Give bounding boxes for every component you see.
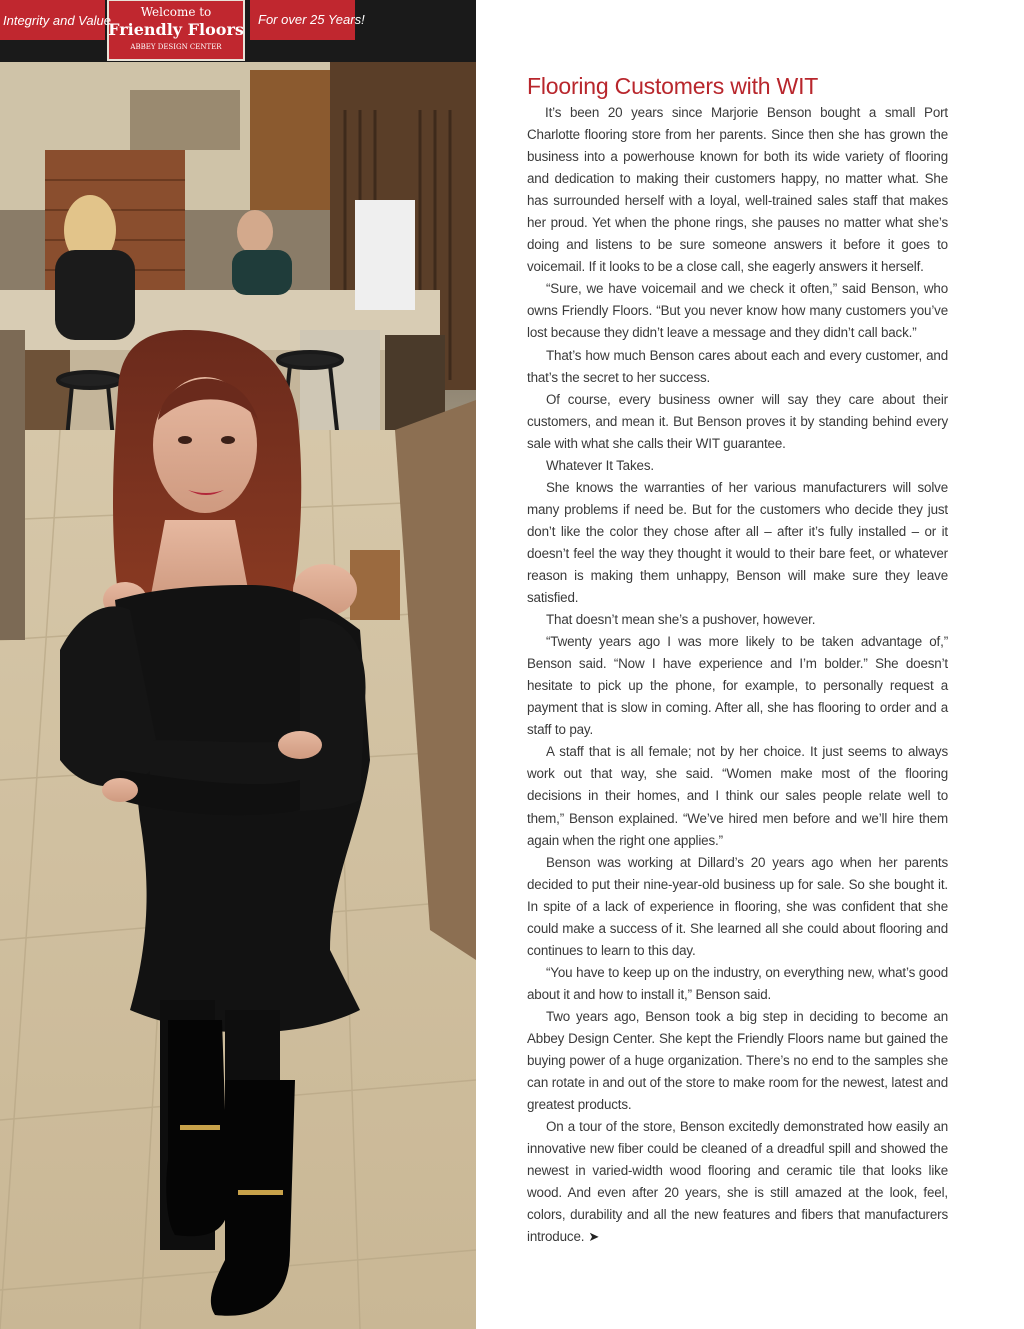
sign-welcome-text: Welcome to	[140, 5, 212, 19]
sign-sub-text: ABBEY DESIGN CENTER	[130, 43, 222, 51]
article-paragraph: It’s been 20 years since Marjorie Benson bought a small Port Charlotte flooring store from her parents. Since then she has grown the business into a powerhouse known for both its wide variety of flooring and dedication to making their customers happy, no matter what. She has surrounded herself with a loyal, well-trained sales staff that makes her proud. Yet when the phone rings, she pauses no matter what she’s doing and listens to be sure someone answers it before it goes to voicemail. If it looks to be a close call, she eagerly answers it herself.	[527, 105, 948, 275]
continue-arrow-icon: ➤	[588, 1229, 600, 1245]
sign-right-text: For over 25 Years!	[258, 12, 365, 27]
article-paragraph: “You have to keep up on the industry, on everything new, what’s good about it and how to install it,” Benson said.	[527, 964, 948, 1002]
article-paragraph: That doesn’t mean she’s a pushover, however.	[546, 612, 816, 628]
article-paragraph: Of course, every business owner will say they care about their customers, and mean it. But Benson proves it by standing behind every sale with what she calls their WIT guarantee.	[527, 391, 948, 451]
article-body	[527, 102, 948, 1248]
article	[527, 70, 948, 1248]
article-last-paragraph	[527, 1116, 948, 1248]
sign-left-text: Integrity and Value	[3, 13, 111, 28]
article-paragraph: She knows the warranties of her various manufacturers will solve many problems if need be. But for the customers who decide they just don’t like the color they chose after all – after it’s fully installed – or it doesn’t feel the way they thought it would to their bare feet, or whatever reason is making them unhappy, Benson will make sure they leave satisfied.	[527, 479, 948, 606]
article-paragraph: Whatever It Takes.	[546, 457, 654, 473]
article-title: Flooring Customers with WIT	[527, 73, 819, 99]
article-paragraph-text: On a tour of the store, Benson excitedly demonstrated how easily an innovative new fiber could be cleaned of a dreadful spill and showed the newest in varied-width wood flooring and ceramic tile that looks like wood. And even after 20 years, she is still amazed at the look, feel, colors, durability and all the new features and fibers that manufacturers introduce.	[527, 1119, 948, 1245]
photo-illustration	[0, 0, 476, 1329]
article-paragraph: Benson was working at Dillard’s 20 years ago when her parents decided to put their nine-year-old business up for sale. So she bought it. In spite of a lack of experience in flooring, she was confident that she could make a success of it. She learned all she could about flooring and continues to learn to this day.	[527, 854, 948, 958]
sign-brand-text: Friendly Floors	[108, 20, 244, 39]
article-paragraph: “Twenty years ago I was more likely to be taken advantage of,” Benson said. “Now I have experience and I’m bolder.” She doesn’t hesitate to pick up the phone, for example, to personally request a payment that is slow in coming. After all, she has flooring to order and a staff to pay.	[527, 634, 948, 738]
store-photo	[0, 0, 476, 1329]
article-paragraph: That’s how much Benson cares about each and every customer, and that’s the secret to her success.	[527, 347, 948, 385]
article-paragraph: Two years ago, Benson took a big step in deciding to become an Abbey Design Center. She kept the Friendly Floors name but gained the buying power of a huge organization. There’s no end to the samples she can rotate in and out of the store to make room for the newest, latest and greatest products.	[527, 1008, 948, 1113]
article-paragraph: “Sure, we have voicemail and we check it often,” said Benson, who owns Friendly Floors. “But you never know how many customers you’ve lost because they didn’t leave a message and they didn’t call back.”	[527, 281, 948, 341]
article-paragraph: A staff that is all female; not by her choice. It just seems to always work out that way, she said. “Women make most of the flooring decisions in their homes, and I think our sales people relate well to them,” Benson explained. “We’ve hired men before and we’ll hire them again when the right one applies.”	[527, 744, 948, 848]
